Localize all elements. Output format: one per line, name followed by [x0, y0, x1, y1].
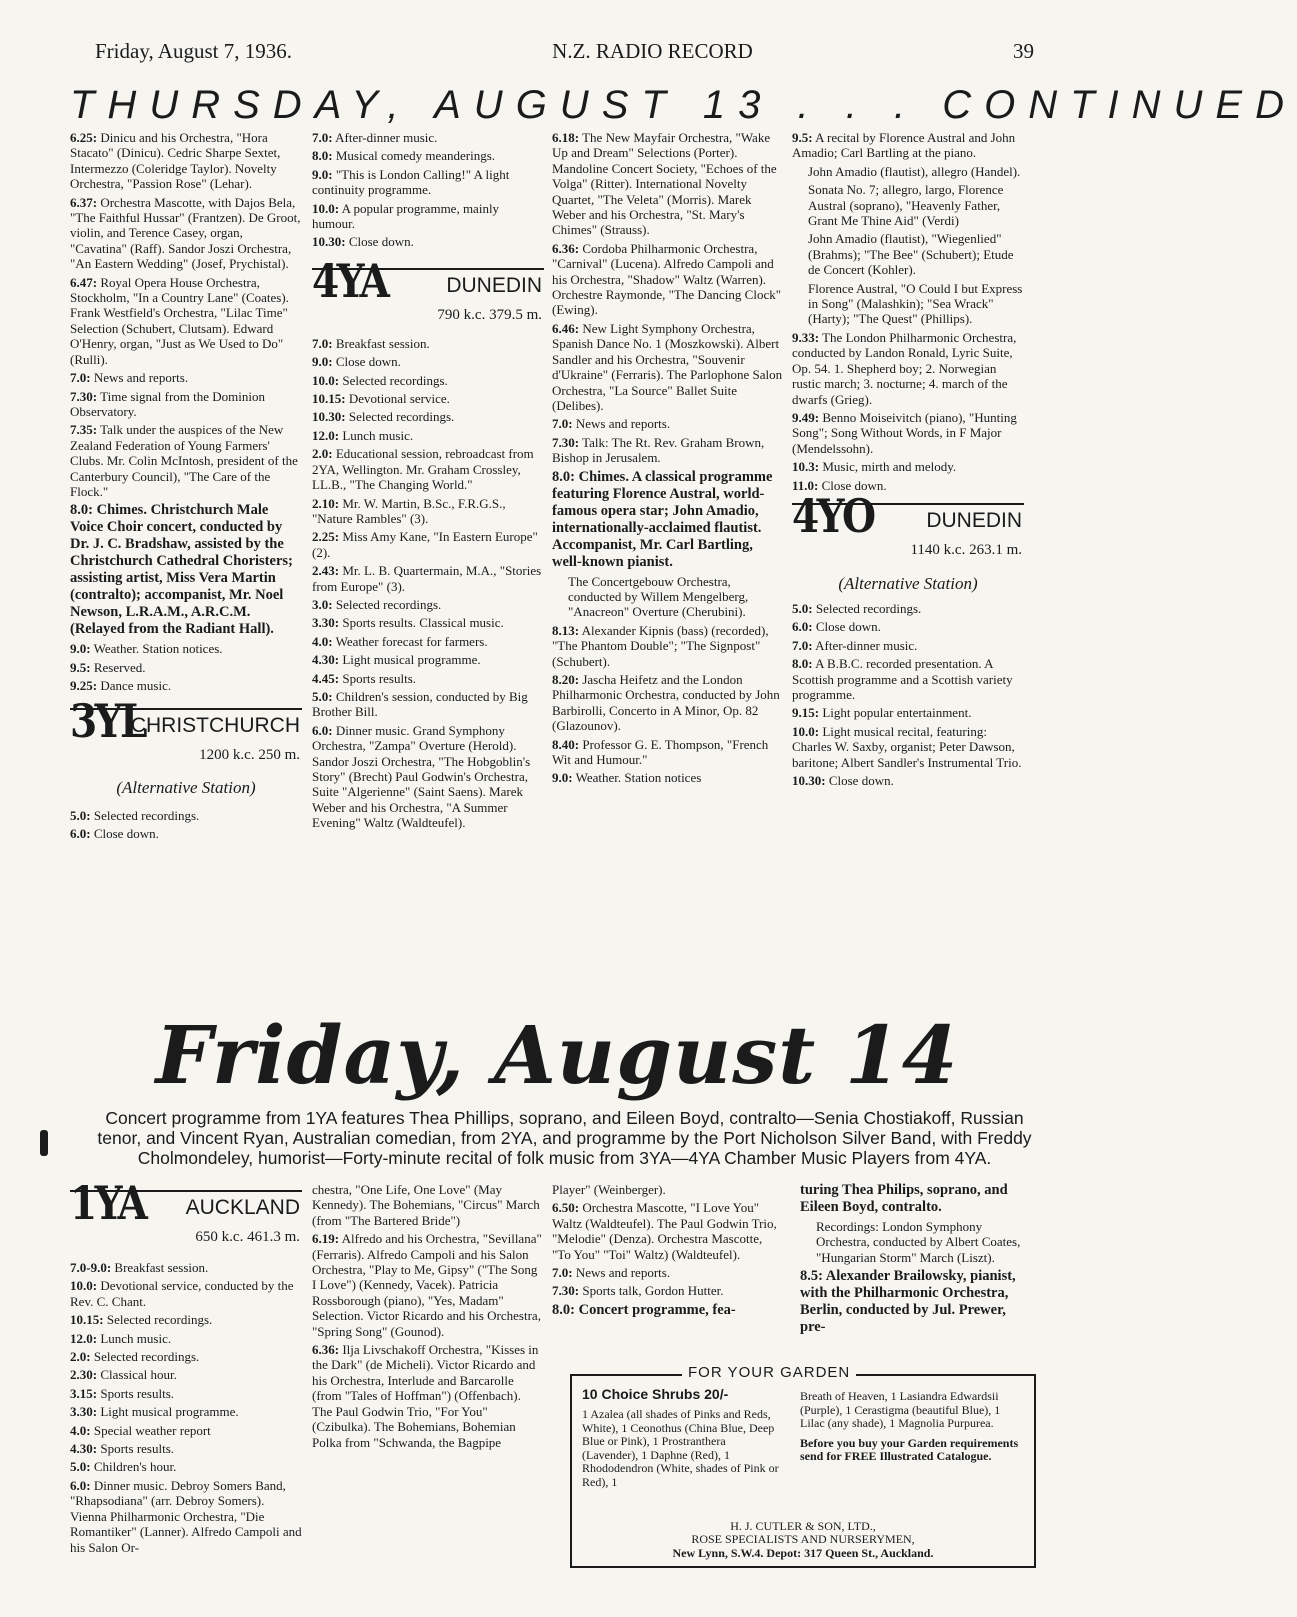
listing-entry [312, 167, 544, 198]
listing-entry [552, 469, 784, 571]
listing-entry [552, 1283, 784, 1298]
listing-text: Florence Austral, "O Could I but Express in Song" (Malashkin); "Sea Wrack" (Harty); "The Quest" (Phillips). [808, 280, 1023, 327]
listing-time: 6.46: [552, 320, 580, 336]
listing-time: 8.5: [800, 1268, 823, 1285]
station-city: DUNEDIN [446, 273, 542, 297]
listing-time: 10.0: [70, 1278, 98, 1294]
listing-entry [312, 634, 544, 649]
friday-summary: Concert programme from 1YA features Thea Phillips, soprano, and Eileen Boyd, contralto—Senia Chostiakoff, Russian tenor, and Vincent Ryan, Australian comedian, from 2YA, and programme by the Port Nicholson Silver Band, with Freddy Cholmondeley, humorist—Forty-minute recital of folk music from 3YA—4YA Chamber Music Players from 4YA. [97, 1108, 1032, 1168]
listing-time: 6.0: [792, 619, 813, 635]
garden-advertisement [570, 1364, 1036, 1568]
listing-entry [792, 656, 1024, 702]
listing-entry [312, 336, 544, 351]
station-4yo [792, 488, 1024, 593]
listing-time: 7.30: [70, 388, 98, 404]
listing-text: Mr. L. B. Quartermain, M.A., "Stories from Europe" (3). [312, 563, 542, 594]
listing-time: 10.0: [312, 372, 340, 388]
listing-entry [70, 1459, 302, 1474]
listing-text: Chimes. Christchurch Male Voice Choir concert, conducted by Dr. J. C. Bradshaw, assisted by the Christchurch Cathedral Choristers; assisting artist, Miss Vera Martin (contralto); accompanist, Mr. Noel Newson, L.R.A.M., A.R.C.M. (Relayed from the Radiant Hall). [70, 502, 293, 638]
listing-time: 4.0: [70, 1422, 91, 1438]
station-4ya [312, 253, 544, 330]
friday-column-1 [70, 1176, 302, 1558]
listing-group [792, 601, 1024, 788]
listing-entry [552, 435, 784, 466]
listing-time: 8.20: [552, 671, 580, 687]
listing-entry [70, 502, 302, 638]
listing-time: 6.47: [70, 274, 98, 290]
listing-entry [552, 1265, 784, 1280]
listing-entry [70, 678, 302, 693]
listing-text: Benno Moiseivitch (piano), "Hunting Song"; Song Without Words, in F Major (Mendelssohn). [792, 409, 1017, 456]
listing-entry [70, 1423, 302, 1438]
listing-group [70, 130, 302, 694]
listing-entry [792, 330, 1024, 407]
listing-text: Cordoba Philharmonic Orchestra, "Carnival" (Lucena). Alfredo Campoli and his Orchestra, "Shadow" Waltz (Warren). Orchestre Raymonde, "The Dancing Clock" (Ewing). [552, 240, 782, 318]
listing-entry [800, 1182, 1024, 1216]
listing-time: 2.30: [70, 1367, 98, 1383]
listing-time: 8.0: [552, 1301, 575, 1318]
friday-column-4 [800, 1182, 1024, 1339]
listing-entry [552, 321, 784, 413]
listing-time: 10.30: [792, 773, 826, 788]
listing-entry [70, 641, 302, 656]
ad-left-text: 1 Azalea (all shades of Pinks and Reds, White), 1 Ceonothus (China Blue, Deep Blue or Pink), 1 Prostranthera (Lavender), 1 Daphne (Red), 1 Rhododendron (White, shades of Pink or Red), 1 [582, 1407, 779, 1489]
listing-text: Concert programme, fea- [578, 1301, 736, 1318]
listing-text: Selected recordings. [342, 372, 448, 388]
station-note: (Alternative Station) [116, 778, 256, 798]
listing-time: 12.0: [312, 427, 340, 443]
listing-time: 7.0: [70, 370, 91, 386]
listing-time: 9.0: [312, 166, 333, 182]
listing-text: Light musical programme. [100, 1404, 239, 1420]
listing-text: Weather. Station notices. [93, 641, 223, 657]
listing-time: 2.0: [70, 1349, 91, 1365]
listing-entry [70, 1278, 302, 1309]
listing-text: Lunch music. [100, 1330, 172, 1346]
listing-entry [70, 1349, 302, 1364]
issue-date: Friday, August 7, 1936. [95, 38, 292, 63]
listing-text: Sports results. [100, 1385, 175, 1401]
publication-name: N.Z. RADIO RECORD [552, 38, 753, 63]
listing-time: 7.0: [792, 637, 813, 653]
listing-text: Selected recordings. [93, 807, 200, 823]
station-1ya [70, 1176, 302, 1254]
listing-entry [312, 652, 544, 667]
listing-text: Sports results. Classical music. [342, 615, 504, 631]
listing-text: Orchestra Mascotte, with Dajos Bela, "The Faithful Hussar" (Frantzen). De Groot, violin, and Terence Casey, organ, "Cavatina" (Raff). Sandor Joszi Orchestra, "An Eastern Wedding" (Josef, Prychistal). [70, 194, 301, 272]
listing-entry [312, 671, 544, 686]
listing-entry [312, 446, 544, 492]
page-header [95, 36, 1034, 66]
listing-time: 5.0: [70, 1459, 91, 1475]
listing-entry [70, 826, 302, 841]
listing-text: Dinner music. Debroy Somers Band, "Rhapsodiana" (arr. Debroy Somers). Vienna Philharmonic Orchestra, "Die Romantiker" (Lanner). Alfredo Campoli and his Salon Or- [70, 1477, 302, 1555]
listing-text: Selected recordings. [106, 1312, 213, 1328]
listing-entry [792, 619, 1024, 634]
listing-entry [70, 195, 302, 272]
listing-text: Professor G. E. Thompson, "French Wit and Humour." [552, 736, 769, 767]
listing-entry [70, 808, 302, 823]
listing-text: Close down. [815, 619, 881, 635]
listing-entry [70, 1312, 302, 1327]
listing-entry [312, 148, 544, 163]
listing-group [800, 1182, 1024, 1336]
listing-entry [312, 563, 544, 594]
listing-text: John Amadio (flautist), allegro (Handel). [808, 163, 1021, 179]
listing-entry [312, 615, 544, 630]
listing-entry [312, 201, 544, 232]
listing-time: 11.0: [792, 477, 819, 493]
listing-entry [70, 1331, 302, 1346]
station-frequency: 650 k.c. 461.3 m. [195, 1229, 300, 1245]
listing-time: 6.25: [70, 130, 98, 145]
listing-entry [70, 130, 302, 192]
listing-text: "This is London Calling!" A light continuity programme. [312, 166, 510, 198]
listing-text: Recordings: London Symphony Orchestra, conducted by Albert Coates, "Hungarian Storm" March (Liszt). [816, 1219, 1021, 1265]
listing-entry [312, 529, 544, 560]
station-frequency: 1200 k.c. 250 m. [199, 746, 300, 763]
listing-text: Talk: The Rt. Rev. Graham Brown, Bishop in Jerusalem. [552, 434, 765, 466]
friday-column-2 [312, 1182, 544, 1453]
listing-text: Dinner music. Grand Symphony Orchestra, "Zampa" Overture (Herold). Sandor Joszi Orchestra, "The Hobgoblin's Story" (Brecht) Paul Godwin's Orchestra, Suite "Algerienne" (Saint Saens). Marek Weber and his Orchestra, "A Summer Evening" Waltz (Waldteufel). [312, 722, 531, 831]
listing-text: Reserved. [93, 659, 146, 675]
station-city: AUCKLAND [185, 1196, 300, 1219]
listing-text: Dance music. [100, 678, 172, 694]
listing-time: 6.0: [70, 1477, 91, 1493]
section-title: THURSDAY, AUGUST 13 . . . CONTINUED [70, 83, 1297, 127]
listing-text: Light musical recital, featuring: Charles W. Saxby, organist; Peter Dawson, baritone; Albert Sandler's Instrumental Trio. [792, 723, 1022, 770]
listing-entry [792, 130, 1024, 161]
listing-text: Breakfast session. [335, 335, 430, 351]
listing-time: 7.0: [312, 335, 333, 351]
ad-right-block [800, 1390, 1022, 1464]
ad-heading: FOR YOUR GARDEN [682, 1366, 856, 1380]
listing-text: Sonata No. 7; allegro, largo, Florence Austral (soprano), "Heavenly Father, Grant Me Thine Aid" (Verdi) [808, 182, 1004, 229]
listing-text: Weather forecast for farmers. [335, 633, 488, 649]
listing-text: Alexander Kipnis (bass) (recorded), "The Phantom Double"; "The Signpost" (Schubert). [552, 622, 769, 669]
listing-time: 8.0: [70, 502, 93, 519]
page-number: 39 [1013, 38, 1034, 63]
listing-text: John Amadio (flautist), "Wiegenlied" (Brahms); "The Bee" (Schubert); Etude de Concert (Kohler). [808, 231, 1014, 278]
listing-time: 10.0: [312, 200, 340, 216]
listing-entry [552, 416, 784, 431]
listing-text: Children's session, conducted by Big Brother Bill. [312, 688, 528, 720]
listing-text: Educational session, rebroadcast from 2YA, Wellington. Mr. Graham Crossley, LL.B., "The Changing World." [312, 446, 534, 493]
listing-time: 2.25: [312, 529, 340, 545]
listing-text: News and reports. [575, 1265, 671, 1281]
listing-text: After-dinner music. [815, 637, 918, 653]
listing-entry [312, 723, 544, 831]
listing-time: 9.25: [70, 678, 98, 694]
listing-entry [800, 1268, 1024, 1336]
listing-text: Close down. [335, 354, 401, 370]
listing-entry [312, 1342, 544, 1450]
listing-entry [312, 234, 544, 249]
listing-text: A popular programme, mainly humour. [312, 200, 500, 232]
listing-text: Royal Opera House Orchestra, Stockholm, "In a Country Lane" (Coates). Frank Westfield's Orchestra, "Lilac Time" Selection (Schubert, Clutsam). Edward O'Henry, organ, "Just as We Used to Do" (Rulli). [70, 274, 289, 367]
listing-text: Close down. [93, 825, 159, 841]
listing-time: 8.13: [552, 622, 580, 638]
listing-entry [792, 459, 1024, 474]
column-3 [552, 130, 784, 789]
station-call-sign: 4YO [792, 488, 874, 543]
listing-entry [70, 389, 302, 420]
listing-text: Player" (Weinberger). [552, 1182, 666, 1197]
listing-text: Light popular entertainment. [822, 705, 972, 721]
listing-time: 3.30: [312, 615, 340, 631]
listing-time: 7.0-9.0: [70, 1260, 112, 1275]
listing-time: 5.0: [70, 807, 91, 823]
listing-time: 7.30: [552, 1283, 580, 1299]
listing-text: Weather. Station notices [575, 770, 702, 786]
listing-text: Classical hour. [100, 1367, 177, 1383]
listing-group [792, 130, 1024, 493]
listing-time: 6.50: [552, 1200, 580, 1216]
listing-text: Musical comedy meanderings. [335, 148, 496, 164]
listing-entry [70, 1441, 302, 1456]
ad-footer [572, 1520, 1034, 1561]
listing-text: Selected recordings. [93, 1349, 200, 1365]
listing-group [312, 1182, 544, 1450]
listing-entry [552, 623, 784, 669]
listing-text: Close down. [348, 234, 414, 250]
listing-entry [70, 1404, 302, 1419]
listing-time: 3.15: [70, 1385, 98, 1401]
listing-time: 6.0: [312, 722, 333, 738]
listing-group [70, 1260, 302, 1555]
column-1 [70, 130, 302, 844]
listing-time: 2.43: [312, 563, 340, 579]
station-city: CHRISTCHURCH [130, 713, 300, 737]
listing-time: 2.10: [312, 495, 340, 511]
listing-text: Selected recordings. [348, 409, 455, 425]
listing-entry [792, 773, 1024, 788]
listing-entry [792, 281, 1024, 327]
listing-time: 3.30: [70, 1404, 98, 1420]
ad-title: 10 Choice Shrubs 20/- [582, 1386, 729, 1402]
ad-right-text: Breath of Heaven, 1 Lasiandra Edwardsii (Purple), 1 Cerastigma (beautiful Blue), 1 Lilac (any shade), 1 Magnolia Purpurea. [800, 1389, 1001, 1430]
listing-time: 10.3: [792, 459, 820, 475]
listing-entry [792, 231, 1024, 277]
listing-text: Miss Amy Kane, "In Eastern Europe" (2). [312, 529, 538, 560]
listing-time: 5.0: [792, 600, 813, 616]
listing-text: Selected recordings. [335, 596, 442, 612]
listing-text: Close down. [821, 477, 887, 493]
listing-text: chestra, "One Life, One Love" (May Kennedy). The Bohemians, "Circus" March (from "The Bartered Bride") [312, 1182, 540, 1228]
listing-text: Dinicu and his Orchestra, "Hora Stacato" (Dinicu). Cedric Sharpe Sextet, Intermezzo (Coleridge Taylor). Novelty Orchestra, "Passion Rose" (Lehar). [70, 130, 281, 192]
listing-time: 7.0: [552, 416, 573, 432]
listing-group [312, 336, 544, 831]
listing-text: Chimes. A classical programme featuring Florence Austral, world-famous opera star; John Amadio, internationally-acclaimed flautist. Accompanist, Mr. Carl Bartling, well-known pianist. [552, 468, 773, 570]
listing-text: New Light Symphony Orchestra, Spanish Dance No. 1 (Moszkowski). Albert Sandler and his Orchestra, "Souvenir d'Ukraine" (Ferraris). The Parlophone Salon Orchestra, "La Source" Ballet Suite (Delibes). [552, 320, 783, 413]
listing-group [70, 808, 302, 842]
listing-text: News and reports. [93, 370, 189, 386]
friday-heading: Friday, August 14 [155, 1008, 959, 1102]
listing-entry [70, 275, 302, 367]
listing-time: 8.0: [552, 468, 575, 485]
listing-entry [552, 1200, 784, 1262]
listing-time: 9.33: [792, 329, 820, 345]
listing-entry [792, 601, 1024, 616]
listing-time: 6.18: [552, 130, 580, 145]
listing-time: 8.40: [552, 736, 580, 752]
station-frequency: 790 k.c. 379.5 m. [437, 306, 542, 323]
listing-group [552, 130, 784, 786]
listing-time: 6.19: [312, 1231, 340, 1247]
station-call-sign: 4YA [312, 253, 388, 308]
listing-text: Close down. [828, 773, 894, 788]
listing-text: Alexander Brailowsky, pianist, with the Philharmonic Orchestra, Berlin, conducted by Jul. Prewer, pre- [800, 1268, 1016, 1336]
listing-entry [312, 496, 544, 527]
listing-entry [552, 672, 784, 734]
listing-time: 8.0: [792, 656, 813, 672]
listing-time: 7.0: [552, 1265, 573, 1281]
listing-entry [552, 574, 784, 620]
listing-group [552, 1182, 784, 1319]
ad-company: H. J. CUTLER & SON, LTD., [730, 1518, 876, 1533]
listing-time: 6.36: [552, 240, 580, 256]
station-city: DUNEDIN [926, 508, 1022, 532]
listing-time: 6.0: [70, 825, 91, 841]
listing-text: Orchestra Mascotte, "I Love You" Waltz (Waldteufel). The Paul Godwin Trio, "Melodie" (Denza). Orchestra Mascotte, "To You" "Toi" Waltz) (Waldteufel). [552, 1200, 777, 1262]
listing-entry [312, 428, 544, 443]
column-2 [312, 130, 544, 834]
listing-time: 9.0: [70, 641, 91, 657]
listing-entry [312, 597, 544, 612]
listing-text: Time signal from the Dominion Observatory. [70, 388, 266, 419]
listing-time: 4.30: [312, 652, 340, 668]
listing-text: Sports results. [342, 670, 417, 686]
listing-time: 9.5: [70, 659, 91, 675]
margin-mark [40, 1130, 48, 1156]
listing-time: 9.5: [792, 130, 813, 145]
listing-text: Special weather report [93, 1422, 211, 1438]
listing-entry [792, 182, 1024, 228]
listing-text: turing Thea Philips, soprano, and Eileen Boyd, contralto. [800, 1182, 1008, 1215]
listing-text: Children's hour. [93, 1459, 177, 1475]
listing-time: 10.0: [792, 723, 820, 739]
listing-entry [312, 373, 544, 388]
listing-time: 12.0: [70, 1330, 98, 1346]
listing-text: Devotional service, conducted by the Rev. C. Chant. [70, 1278, 294, 1309]
listing-entry [312, 1231, 544, 1339]
listing-entry [552, 1302, 784, 1319]
listing-entry [312, 689, 544, 720]
listing-entry [70, 1260, 302, 1275]
station-3yl [70, 693, 302, 798]
ad-address: New Lynn, S.W.4. Depot: 317 Queen St., Auckland. [672, 1545, 934, 1560]
listing-text: After-dinner music. [335, 130, 438, 145]
listing-entry [70, 370, 302, 385]
station-call-sign: 1YA [70, 1176, 146, 1230]
listing-time: 4.30: [70, 1441, 98, 1457]
listing-entry [70, 1367, 302, 1382]
listing-text: Lunch music. [342, 427, 414, 443]
listing-text: Breakfast session. [114, 1260, 209, 1275]
listing-time: 9.49: [792, 409, 820, 425]
listing-entry [312, 1182, 544, 1228]
listing-entry [312, 354, 544, 369]
listing-time: 10.30: [312, 234, 346, 250]
listing-text: Sports results. [100, 1441, 175, 1457]
listing-text: Mr. W. Martin, B.Sc., F.R.G.S., "Nature Rambles" (3). [312, 495, 506, 526]
listing-text: Selected recordings. [815, 600, 922, 616]
listing-time: 7.0: [312, 130, 333, 145]
listing-time: 8.0: [312, 148, 333, 164]
listing-entry [552, 130, 784, 238]
listing-entry [552, 737, 784, 768]
listing-text: Talk under the auspices of the New Zealand Federation of Young Farmers' Clubs. Mr. Colin McIntosh, president of the Canterbury Council), "The Care of the Flock." [70, 422, 298, 499]
listing-time: 6.36: [312, 1342, 340, 1358]
listing-entry [552, 1182, 784, 1197]
listing-group [312, 130, 544, 250]
station-frequency: 1140 k.c. 263.1 m. [910, 541, 1022, 558]
listing-time: 7.30: [552, 434, 580, 450]
listing-text: News and reports. [575, 416, 671, 432]
listing-text: The Concertgebouw Orchestra, conducted by Willem Mengelberg, "Anacreon" Overture (Cherubini). [568, 573, 749, 620]
listing-entry [792, 724, 1024, 770]
listing-time: 9.0: [312, 354, 333, 370]
listing-text: Light musical programme. [342, 652, 481, 668]
listing-entry [792, 705, 1024, 720]
listing-entry [792, 638, 1024, 653]
listing-entry [792, 164, 1024, 179]
listing-text: Alfredo and his Orchestra, "Sevillana" (Ferraris). Alfredo Campoli and his Salon Orchestra, "Play to Me, Gipsy" ("The Song I Love") (Kennedy, Vacek). Patricia Rossborough (piano), "Yes, Madam" Selection. Victor Ricardo and his Orchestra, "Spring Song" (Gounod). [312, 1231, 542, 1339]
listing-entry [792, 410, 1024, 456]
listing-time: 6.37: [70, 194, 98, 210]
ad-catalogue-request: Before you buy your Garden requirements send for FREE Illustrated Catalogue. [800, 1435, 1019, 1463]
listing-text: The New Mayfair Orchestra, "Wake Up and Dream" Selections (Porter). Mandoline Concert Society, "Echoes of the Volga" (Ritter). International Novelty Quartet, "The Veleta" (Morris). Marek Weber and his Orchestra, "St. Mary's Chimes" (Strauss). [552, 130, 777, 238]
listing-entry [552, 770, 784, 785]
listing-time: 4.45: [312, 670, 340, 686]
listing-time: 10.15: [70, 1312, 104, 1328]
listing-text: Ilja Livschakoff Orchestra, "Kisses in the Dark" (de Micheli). Victor Ricardo and his Orchestra, Interlude and Barcarolle (from "Tales of Hoffman") (Offenbach). The Paul Godwin Trio, "For You" (Czibulka). The Bohemians, Bohemian Polka from "Schwanda, the Bagpipe [312, 1342, 539, 1450]
listing-text: The London Philharmonic Orchestra, conducted by Landon Ronald, Lyric Suite, Op. 54. 1. Shepherd boy; 2. Norwegian rustic march; 3. nocturne; 4. march of the dwarfs (Grieg). [792, 329, 1017, 407]
listing-time: 9.0: [552, 770, 573, 786]
listing-entry [312, 130, 544, 145]
listing-text: Devotional service. [348, 391, 450, 407]
listing-entry [70, 1478, 302, 1555]
listing-entry [800, 1219, 1024, 1265]
listing-time: 10.15: [312, 391, 346, 407]
listing-text: A recital by Florence Austral and John Amadio; Carl Bartling at the piano. [792, 130, 1016, 161]
listing-text: Sports talk, Gordon Hutter. [582, 1283, 724, 1299]
ad-tagline: ROSE SPECIALISTS AND NURSERYMEN, [691, 1532, 915, 1546]
listing-entry [312, 391, 544, 406]
listing-time: 4.0: [312, 633, 333, 649]
listing-entry [552, 241, 784, 318]
listing-entry [70, 422, 302, 499]
listing-entry [70, 660, 302, 675]
listing-time: 5.0: [312, 688, 333, 704]
listing-time: 2.0: [312, 446, 333, 462]
listing-time: 3.0: [312, 596, 333, 612]
listing-entry [312, 409, 544, 424]
listing-text: Jascha Heifetz and the London Philharmonic Orchestra, conducted by John Barbirolli, Concerto in A Minor, Op. 82 (Glazounov). [552, 671, 780, 734]
station-call-sign: 3YL [70, 693, 145, 748]
column-4 [792, 130, 1024, 791]
friday-column-3 [552, 1182, 784, 1322]
listing-entry [70, 1386, 302, 1401]
station-note: (Alternative Station) [838, 573, 978, 593]
listing-text: Music, mirth and melody. [822, 459, 957, 475]
listing-text: A B.B.C. recorded presentation. A Scottish programme and a Scottish variety programme. [792, 656, 1013, 702]
listing-time: 9.15: [792, 705, 820, 721]
listing-time: 10.30: [312, 409, 346, 425]
listing-time: 7.35: [70, 422, 98, 438]
